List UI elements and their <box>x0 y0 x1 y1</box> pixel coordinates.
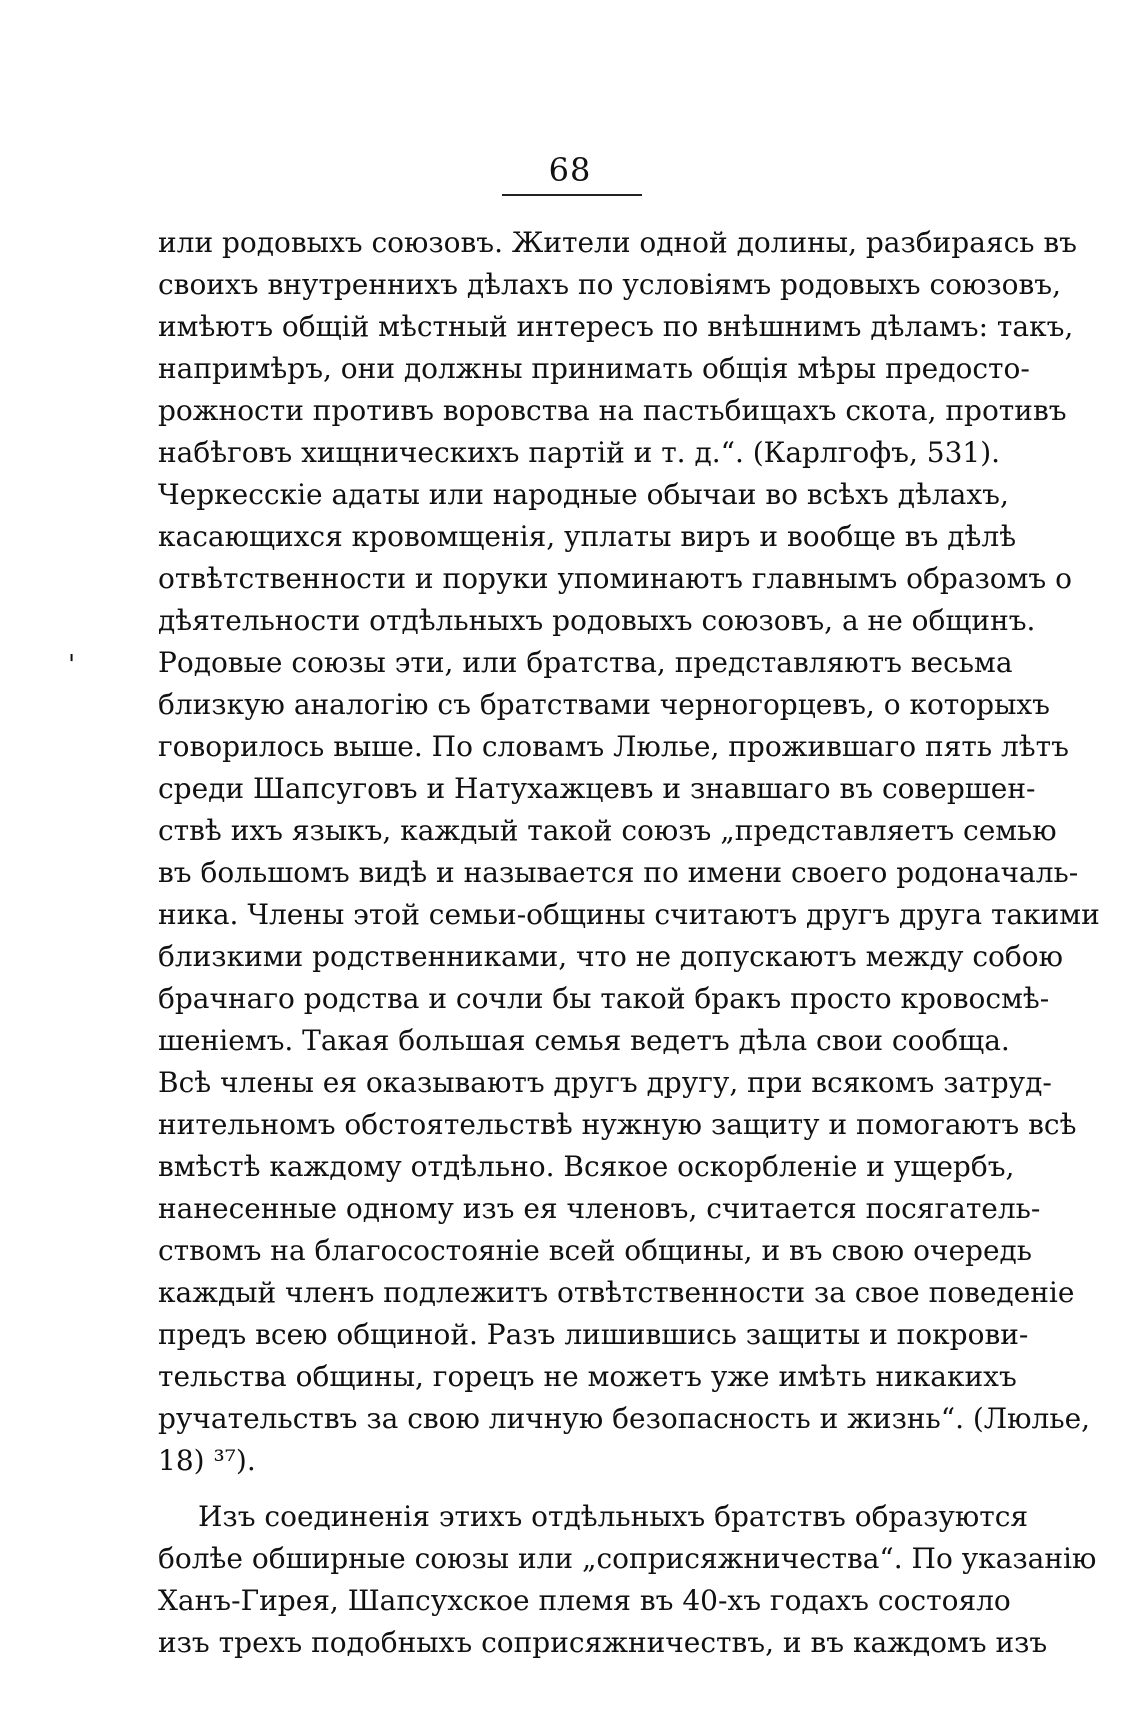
page-text <box>158 222 1100 1664</box>
paragraph-gap <box>158 1482 994 1496</box>
text-line-last: 18) ³⁷). <box>158 1444 256 1477</box>
text-line: нительномъ обстоятельствѣ нужную защиту и помогаютъ всѣ <box>158 1108 1077 1141</box>
text-line: Ханъ-Гирея, Шапсухское племя въ 40-хъ годахъ состояло <box>158 1584 1011 1617</box>
header-rule <box>502 194 642 196</box>
text-line: своихъ внутреннихъ дѣлахъ по условіямъ родовыхъ союзовъ, <box>158 268 1062 301</box>
text-line: каждый членъ подлежитъ отвѣтственности за свое поведеніе <box>158 1276 1075 1309</box>
text-line: говорилось выше. По словамъ Люлье, прожившаго пять лѣтъ <box>158 730 1069 763</box>
paragraph-1 <box>158 222 1100 1482</box>
text-line: вмѣстѣ каждому отдѣльно. Всякое оскорбленіе и ущербъ, <box>158 1150 1015 1183</box>
text-line: отвѣтственности и поруки упоминаютъ главнымъ образомъ о <box>158 562 1072 595</box>
text-line: брачнаго родства и сочли бы такой бракъ просто кровосмѣ- <box>158 982 1050 1015</box>
text-line: или родовыхъ союзовъ. Жители одной долины, разбираясь въ <box>158 226 1077 259</box>
text-line: Родовые союзы эти, или братства, представляютъ весьма <box>158 646 1013 679</box>
text-line: нанесенные одному изъ ея членовъ, считается посягатель- <box>158 1192 1041 1225</box>
text-line: предъ всею общиной. Разъ лишившись защиты и покрови- <box>158 1318 1029 1351</box>
text-line: ствомъ на благосостояніе всей общины, и въ свою очередь <box>158 1234 1033 1267</box>
text-line: тельства общины, горецъ не можетъ уже имѣть никакихъ <box>158 1360 1017 1393</box>
text-line: набѣговъ хищническихъ партій и т. д.“. (Карлгофъ, 531). <box>158 436 1001 469</box>
page-number: 68 <box>548 151 592 189</box>
text-line: Всѣ члены ея оказываютъ другъ другу, при всякомъ затруд- <box>158 1066 1052 1099</box>
text-line: ствѣ ихъ языкъ, каждый такой союзъ „представляетъ семью <box>158 814 1057 847</box>
text-line: ника. Члены этой семьи-общины считаютъ другъ друга такими <box>158 898 1100 931</box>
text-line: дѣятельности отдѣльныхъ родовыхъ союзовъ, а не общинъ. <box>158 604 1036 637</box>
text-line: изъ трехъ подобныхъ соприсяжничествъ, и въ каждомъ изъ <box>158 1626 1048 1659</box>
text-line: шеніемъ. Такая большая семья ведетъ дѣла свои сообща. <box>158 1024 1010 1057</box>
margin-mark: ' <box>68 650 76 680</box>
text-line-indented: Изъ соединенія этихъ отдѣльныхъ братствъ образуются <box>198 1500 1029 1533</box>
text-line: Черкесскіе адаты или народные обычаи во всѣхъ дѣлахъ, <box>158 478 1009 511</box>
text-line: имѣютъ общій мѣстный интересъ по внѣшнимъ дѣламъ: такъ, <box>158 310 1074 343</box>
text-line: въ большомъ видѣ и называется по имени своего родоначаль- <box>158 856 1079 889</box>
paragraph-2 <box>158 1496 1097 1664</box>
text-line: близкую аналогію съ братствами черногорцевъ, о которыхъ <box>158 688 1050 721</box>
text-line: касающихся кровомщенія, уплаты виръ и вообще въ дѣлѣ <box>158 520 1017 553</box>
text-line: болѣе обширные союзы или „соприсяжничества“. По указанію <box>158 1542 1097 1575</box>
text-line: близкими родственниками, что не допускаютъ между собою <box>158 940 1063 973</box>
text-line: среди Шапсуговъ и Натухажцевъ и знавшаго въ совершен- <box>158 772 1036 805</box>
text-line: напримѣръ, они должны принимать общія мѣры предосто- <box>158 352 1030 385</box>
text-line: ручательствъ за свою личную безопасность и жизнь“. (Люлье, <box>158 1402 1091 1435</box>
text-line: рожности противъ воровства на пастьбищахъ скота, противъ <box>158 394 1067 427</box>
